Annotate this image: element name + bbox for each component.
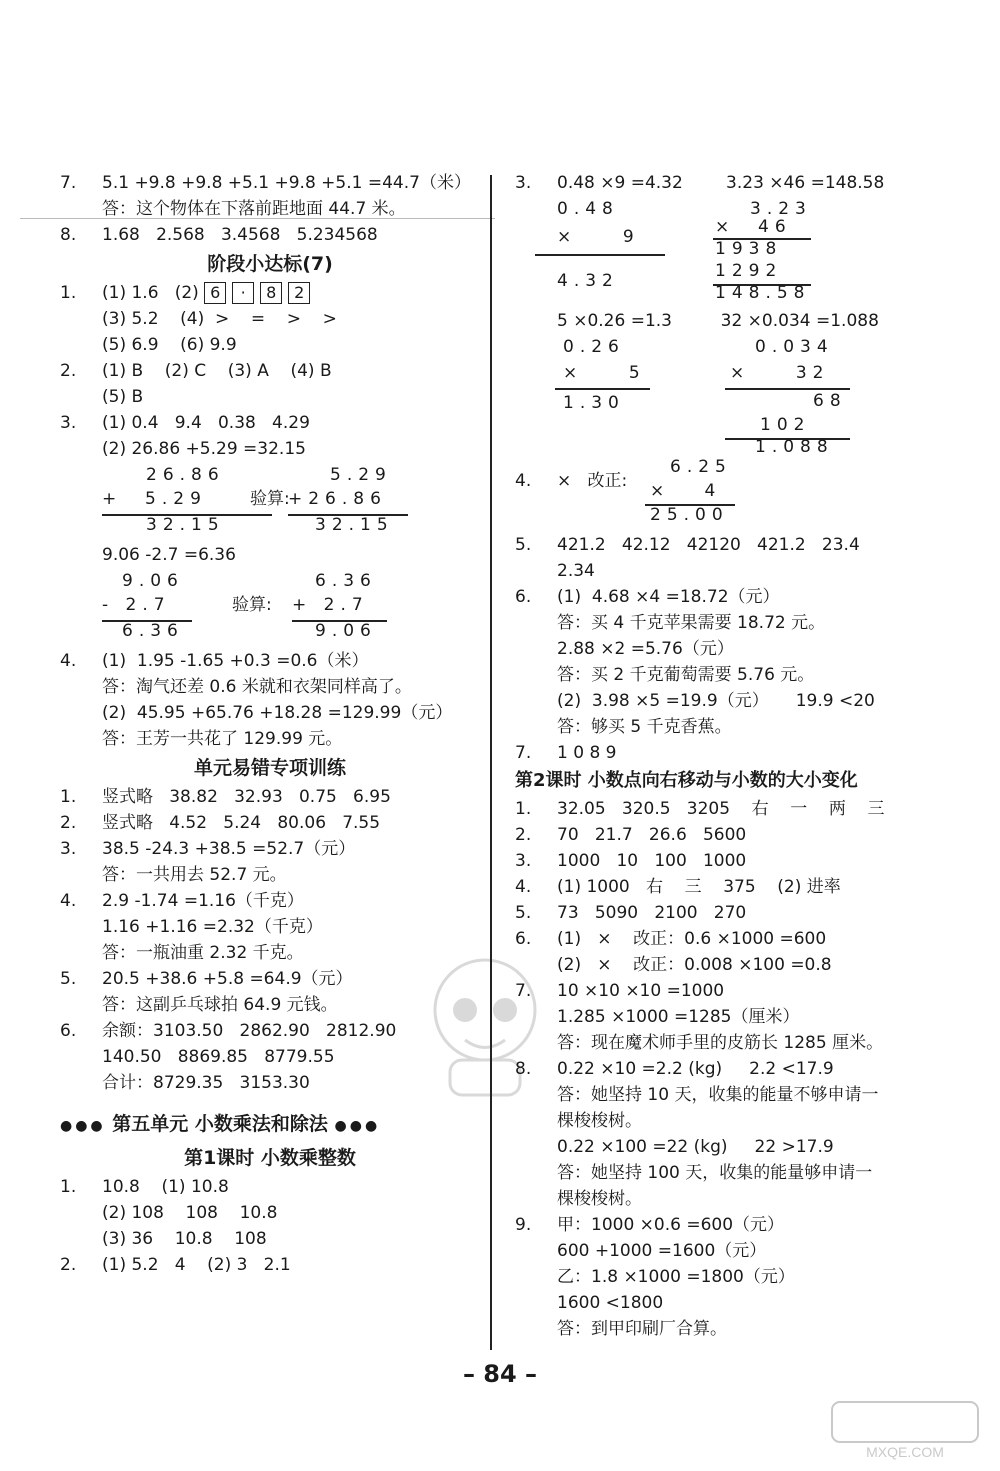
answer-line: 答：这副乒乓球拍 64.9 元钱。 [102,995,338,1015]
section-heading: 单元易错专项训练 [193,757,346,779]
answer-line: (3) 5.2 (4) > = > > [102,309,337,329]
calc-operand: × 9 [557,227,640,247]
calc-partial: 102 [760,415,811,435]
item-num: 7. [60,173,77,193]
calc-operand: 0.26 [563,337,625,357]
calc-operand: - 2.7 [102,595,171,615]
calc-operand: × 32 [730,363,830,383]
calc-operand: 6.25 [670,457,732,477]
calc-operand: × 5 [563,363,646,383]
item-num: 9. [515,1215,532,1235]
answer-line: 答：她坚持 100 天，收集的能量够申请一 [557,1163,873,1183]
answer-line: (2) 45.95 +65.76 +18.28 =129.99（元） [102,703,453,723]
item-num: 5. [515,903,532,923]
vertical-calc-group [60,568,480,648]
item-num: 6. [60,1021,77,1041]
answer-line: 10.8 (1) 10.8 [102,1177,229,1197]
item-num: 3. [515,173,532,193]
answer-line: 棵梭梭树。 [557,1111,642,1131]
answer-box: 8 [260,282,282,304]
calc-result: 9.06 [315,621,377,641]
calc-operand: 0.48 [557,199,619,219]
item-num: 1. [60,1177,77,1197]
answer-line: 20.5 +38.6 +5.8 =64.9（元） [102,969,353,989]
answer-line: 答：一共用去 52.7 元。 [102,865,287,885]
item-num: 4. [515,471,532,491]
answer-line: 1000 10 100 1000 [557,851,747,871]
answer-line: 竖式略 4.52 5.24 80.06 7.55 [102,813,381,833]
answer-line: 余额：3103.50 2862.90 2812.90 [102,1021,397,1041]
item-num: 7. [515,743,532,763]
answer-box: 2 [288,282,310,304]
item-num: 2. [515,825,532,845]
answer-box: · [232,282,254,304]
calc-result: 6.36 [122,621,184,641]
answer-line: (2) 108 108 10.8 [102,1203,278,1223]
item-num: 8. [515,1059,532,1079]
answer-line: 140.50 8869.85 8779.55 [102,1047,335,1067]
calc-result: 32.15 [146,515,225,535]
correction-group [515,454,965,532]
calc-result: 148.58 [715,283,811,303]
unit-title: 第五单元 小数乘法和除法 [112,1113,328,1135]
answer-line: 32.05 320.5 3205 右 一 两 三 [557,799,885,819]
answer-line: 1600 <1800 [557,1293,664,1313]
answer-line: (1) × 改正：0.6 ×1000 =600 [557,929,827,949]
calc-operand: + 2.7 [292,595,369,615]
answer-line: (1) 1000 右 三 375 (2) 进率 [557,877,841,897]
answer-text: (1) 1.6 (2) [102,283,199,303]
answer-line: 1.285 ×1000 =1285（厘米） [557,1007,800,1027]
answer-line: 答：一瓶油重 2.32 千克。 [102,943,304,963]
vertical-calc-group [515,196,965,308]
item-num: 5. [515,535,532,555]
answer-line: 1.16 +1.16 =2.32（千克） [102,917,323,937]
right-column [515,170,965,1342]
answer-line: 答：买 4 千克苹果需要 18.72 元。 [557,613,826,633]
answer-line: (2) 26.86 +5.29 =32.15 [102,439,306,459]
item-num: 4. [60,651,77,671]
unit-heading [60,1106,480,1142]
item-num: 2. [60,1255,77,1275]
answer-line: 乙：1.8 ×1000 =1800（元） [557,1267,795,1287]
answer-line: (2) × 改正：0.008 ×100 =0.8 [557,955,832,975]
calc-operand: × 46 [715,217,792,237]
answer-line: 答：买 2 千克葡萄需要 5.76 元。 [557,665,815,685]
answer-line: 2.9 -1.74 =1.16（千克） [102,891,304,911]
calc-result: 32.15 [315,515,394,535]
answer-line: 9.06 -2.7 =6.36 [102,545,236,565]
item-num: 2. [60,813,77,833]
answer-line: 38.5 -24.3 +38.5 =52.7（元） [102,839,356,859]
calc-operand: +26.86 [288,489,387,509]
answer-line: 70 21.7 26.6 5600 [557,825,747,845]
answer-line: 2.88 ×2 =5.76（元） [557,639,734,659]
item-num: 6. [515,587,532,607]
answer-line: (3) 36 10.8 108 [102,1229,267,1249]
answer-line: 答：够买 5 千克香蕉。 [557,717,732,737]
calc-operand: 0.034 [755,337,834,357]
answer-line: 5 ×0.26 =1.3 32 ×0.034 =1.088 [557,311,879,331]
check-label: 验算: [232,595,272,615]
item-num: 4. [60,891,77,911]
answer-line: (1) 1.95 -1.65 +0.3 =0.6（米） [102,651,369,671]
column-divider [490,175,492,1350]
calc-operand: 3.23 [750,199,812,219]
answer-line: 答：到甲印刷厂合算。 [557,1319,727,1339]
answer-line: 答：她坚持 10 天，收集的能量不够申请一 [557,1085,879,1105]
answer-line: 73 5090 2100 270 [557,903,747,923]
answer-line: 答：淘气还差 0.6 米就和衣架同样高了。 [102,677,412,697]
decor-dots: ●●● [60,1118,106,1134]
calc-operand: 26.86 [146,465,225,485]
item-num: 5. [60,969,77,989]
answer-line: 1 0 8 9 [557,743,617,763]
answer-line: 1.68 2.568 3.4568 5.234568 [102,225,378,245]
decor-dots: ●●● [334,1118,381,1134]
answer-line: 0.48 ×9 =4.32 3.23 ×46 =148.58 [557,173,885,193]
calc-result: 1.30 [563,393,625,413]
item-num: 4. [515,877,532,897]
answer-line: 0.22 ×100 =22 (kg) 22 >17.9 [557,1137,834,1157]
calc-partial: 1292 [715,261,783,281]
watermark-logo [830,1400,980,1462]
answer-line: 竖式略 38.82 32.93 0.75 6.95 [102,787,391,807]
calc-operand: 5.29 [330,465,392,485]
item-num: 6. [515,929,532,949]
answer-box: 6 [204,282,226,304]
answer-text: × 改正: [557,471,628,491]
answer-line: 答：现在魔术师手里的皮筋长 1285 厘米。 [557,1033,884,1053]
calc-operand: × 4 [650,481,722,501]
calc-partial: 68 [813,391,847,411]
item-num: 3. [515,851,532,871]
item-num: 1. [515,799,532,819]
page-number: – 84 – [462,1360,538,1388]
answer-line: 答：这个物体在下落前距地面 44.7 米。 [102,199,406,219]
calc-operand: 9.06 [122,571,184,591]
answer-line: (5) B [102,387,144,407]
left-column [60,170,480,1278]
vertical-calc-group [515,334,965,457]
item-num: 1. [60,283,77,303]
answer-line: (5) 6.9 (6) 9.9 [102,335,237,355]
item-num: 1. [60,787,77,807]
answer-line: 棵梭梭树。 [557,1189,642,1209]
item-num: 2. [60,361,77,381]
item-num: 8. [60,225,77,245]
answer-line: 甲：1000 ×0.6 =600（元） [557,1215,785,1235]
item-num: 3. [60,839,77,859]
check-label: 验算: [250,489,290,509]
answer-line: (1) 4.68 ×4 =18.72（元） [557,587,780,607]
lesson-heading: 第1课时 小数乘整数 [184,1147,356,1169]
answer-line: 600 +1000 =1600（元） [557,1241,767,1261]
vertical-calc-group [60,462,480,542]
calc-operand: + 5.29 [102,489,207,509]
answer-line: 421.2 42.12 42120 421.2 23.4 [557,535,860,555]
item-num: 3. [60,413,77,433]
answer-line: 10 ×10 ×10 =1000 [557,981,725,1001]
calc-rule [535,254,665,256]
answer-line: 2.34 [557,561,595,581]
calc-partial: 1938 [715,239,783,259]
answer-line: 0.22 ×10 =2.2 (kg) 2.2 <17.9 [557,1059,834,1079]
lesson-heading: 第2课时 小数点向右移动与小数的大小变化 [515,770,858,791]
answer-line [102,280,316,306]
calc-result: 1.088 [755,437,834,457]
answer-line: (1) B (2) C (3) A (4) B [102,361,332,381]
answer-line: 5.1 +9.8 +9.8 +5.1 +9.8 +5.1 =44.7（米） [102,173,471,193]
item-num: 7. [515,981,532,1001]
calc-result: 4.32 [557,271,619,291]
answer-line: 合计：8729.35 3153.30 [102,1073,310,1093]
calc-operand: 6.36 [315,571,377,591]
answer-line: (2) 3.98 ×5 =19.9（元） 19.9 <20 [557,691,875,711]
section-heading: 阶段小达标(7) [207,253,333,275]
watermark-text: MXQE.COM [866,1444,944,1460]
calc-result: 25.00 [650,505,729,525]
answer-line: 答：王芳一共花了 129.99 元。 [102,729,343,749]
answer-line: (1) 5.2 4 (2) 3 2.1 [102,1255,291,1275]
answer-line: (1) 0.4 9.4 0.38 4.29 [102,413,310,433]
